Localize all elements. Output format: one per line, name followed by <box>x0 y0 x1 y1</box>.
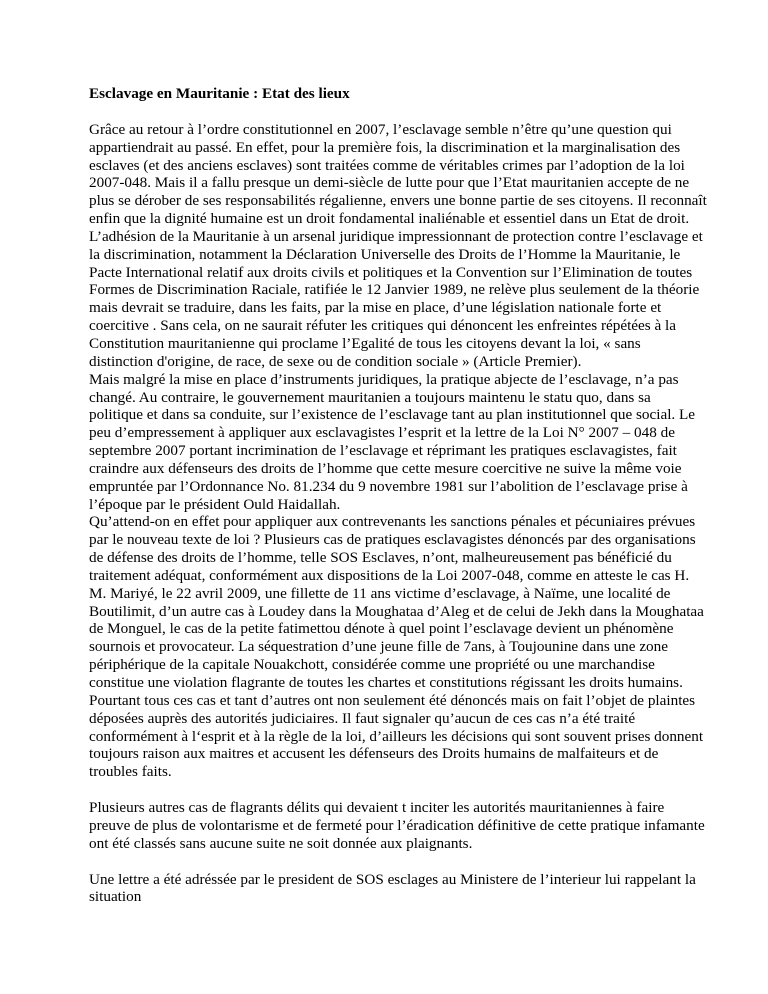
paragraph: Grâce au retour à l’ordre constitutionnel en 2007, l’esclavage semble n’être qu’une question qui appartiendrait au passé. En effet, pour la première fois, la discrimination et la marginalisation des esclaves (et des anciens esclaves) sont traitées comme de véritables crimes par l’adoption de la loi 2007-048. Mais il a fallu presque un demi-siècle de lutte pour que l’Etat mauritanien accepte de ne plus se dérober de ses responsabilités régalienne, envers une bonne partie de ses citoyens. Il reconnaît enfin que la dignité humaine est un droit fondamental inaliénable et essentiel dans un Etat de droit. L’adhésion de la Mauritanie à un arsenal juridique impressionnant de protection contre l’esclavage et la discrimination, notamment la Déclaration Universelle des Droits de l’Homme la Mauritanie, le Pacte International relatif aux droits civils et politiques et la Convention sur l’Elimination de toutes Formes de Discrimination Raciale, ratifiée le 12 Janvier 1989, ne relève plus seulement de la théorie mais devrait se traduire, dans les faits, par la mise en place, d’une législation nationale forte et coercitive . Sans cela, on ne saurait réfuter les critiques qui dénoncent les enfreintes répétées à la Constitution mauritanienne qui proclame l’Egalité de tous les citoyens devant la loi, « sans distinction d'origine, de race, de sexe ou de condition sociale » (Article Premier). <box>89 120 707 370</box>
paragraph: Mais malgré la mise en place d’instruments juridiques, la pratique abjecte de l’esclavage, n’a pas changé. Au contraire, le gouvernement mauritanien a toujours maintenu le statu quo, dans sa politique et dans sa conduite, sur l’existence de l’esclavage tant au plan institutionnel que social. Le peu d’empressement à appliquer aux esclavagistes l’esprit et la lettre de la Loi N° 2007 – 048 de septembre 2007 portant incrimination de l’esclavage et réprimant les pratiques esclavagistes, fait craindre aux défenseurs des droits de l’homme que cette mesure coercitive ne suive la même voie empruntée par l’Ordonnance No. 81.234 du 9 novembre 1981 sur l’abolition de l’esclavage prise à l’époque par le président Ould Haidallah. <box>89 370 696 513</box>
document-title: Esclavage en Mauritanie : Etat des lieux <box>89 85 350 102</box>
paragraph: Qu’attend-on en effet pour appliquer aux contrevenants les sanctions pénales et pécuniaires prévues par le nouveau texte de loi ? Plusieurs cas de pratiques esclavagistes dénoncés par des organisations de défense des droits de l’homme, telle SOS Esclaves, n’ont, malheureusement pas bénéficié du traitement adéquat, conformément aux dispositions de la Loi 2007-048, comme en atteste le cas H. M. Mariyé, le 22 avril 2009, une fillette de 11 ans victime d’esclavage, à Naïme, une localité de Boutilimit, d’un autre cas à Loudey dans la Moughataa d’Aleg et de celui de Jekh dans la Moughataa de Monguel, le cas de la petite fatimettou dénote à quel point l’esclavage devient un phénomène sournois et provocateur. La séquestration d’une jeune fille de 7ans, à Toujounine dans une zone périphérique de la capitale Nouakchott, considérée comme une propriété ou une marchandise constitue une violation flagrante de toutes les chartes et constitutions régissant les droits humains. Pourtant tous ces cas et tant d’autres ont non seulement été dénoncés mais on fait l’objet de plaintes déposées auprès des autorités judiciaires. Il faut signaler qu’aucun de ces cas n’a été traité conformément à l‘esprit et à la règle de la loi, d’ailleurs les décisions qui sont souvent prises donnent toujours raison aux maitres et accusent les défenseurs des Droits humains de malfaiteurs et de troubles faits. <box>89 513 704 781</box>
paragraph: Une lettre a été adréssée par le president de SOS esclages au Ministere de l’interieur lui rappelant la situation <box>89 870 696 906</box>
paragraph: Plusieurs autres cas de flagrants délits qui devaient t inciter les autorités mauritaniennes à faire preuve de plus de volontarisme et de fermeté pour l’éradication définitive de cette pratique infamante ont été classés sans aucune suite ne soit donnée aux plaignants. <box>89 799 705 852</box>
paragraph-block-1 <box>89 121 708 781</box>
